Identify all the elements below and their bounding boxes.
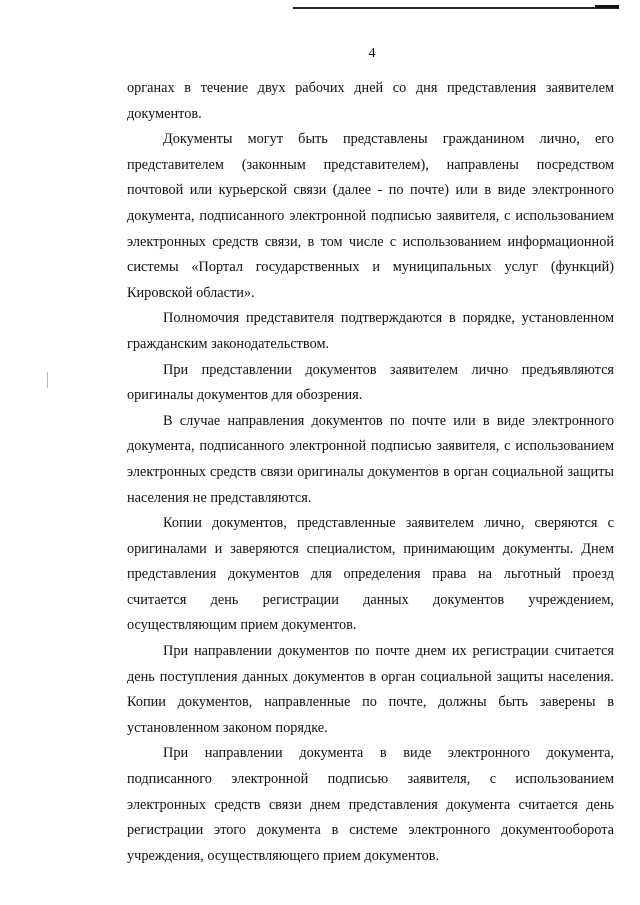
paragraph-continuation: органах в течение двух рабочих дней со дня представления заявителем документов. <box>127 80 614 122</box>
margin-mark <box>47 372 48 388</box>
scan-edge-mark <box>595 5 619 8</box>
paragraph: При представлении документов заявителем лично предъявляются оригиналы документов для обозрения. <box>127 361 614 404</box>
paragraph: В случае направления документов по почте или в виде электронного документа, подписанного электронной подписью заявителя, с использованием электронных средств связи оригиналы документов в орган социальной защиты населения не представляются. <box>127 412 614 506</box>
document-body <box>127 76 614 869</box>
paragraph: При направлении документов по почте днем их регистрации считается день поступления данных документов в орган социальной защиты населения. Копии документов, направленные по почте, должны быть заверены в установленном законом порядке. <box>127 643 614 736</box>
paragraph: Полномочия представителя подтверждаются в порядке, установленном гражданским законодательством. <box>127 310 614 352</box>
scan-edge-line <box>293 7 619 9</box>
paragraph: Копии документов, представленные заявителем лично, сверяются с оригиналами и заверяются специалистом, принимающим документы. Днем представления документов для определения права на льготный проезд считается день регистрации данных документов учреждением, осуществляющим прием документов. <box>127 515 614 634</box>
paragraph: Документы могут быть представлены гражданином лично, его представителем (законным представителем), направлены посредством почтовой или курьерской связи (далее - по почте) или в виде электронного документа, подписанного электронной подписью заявителя, с использованием электронных средств связи, в том числе с использованием информационной системы «Портал государственных и муниципальных услуг (функций) Кировской области». <box>127 131 614 301</box>
page-number: 4 <box>368 46 376 61</box>
paragraph: При направлении документа в виде электронного документа, подписанного электронной подписью заявителя, с использованием электронных средств связи днем представления документа считается день регистрации этого документа в системе электронного документооборота учреждения, осуществляющего прием документов. <box>127 745 614 864</box>
